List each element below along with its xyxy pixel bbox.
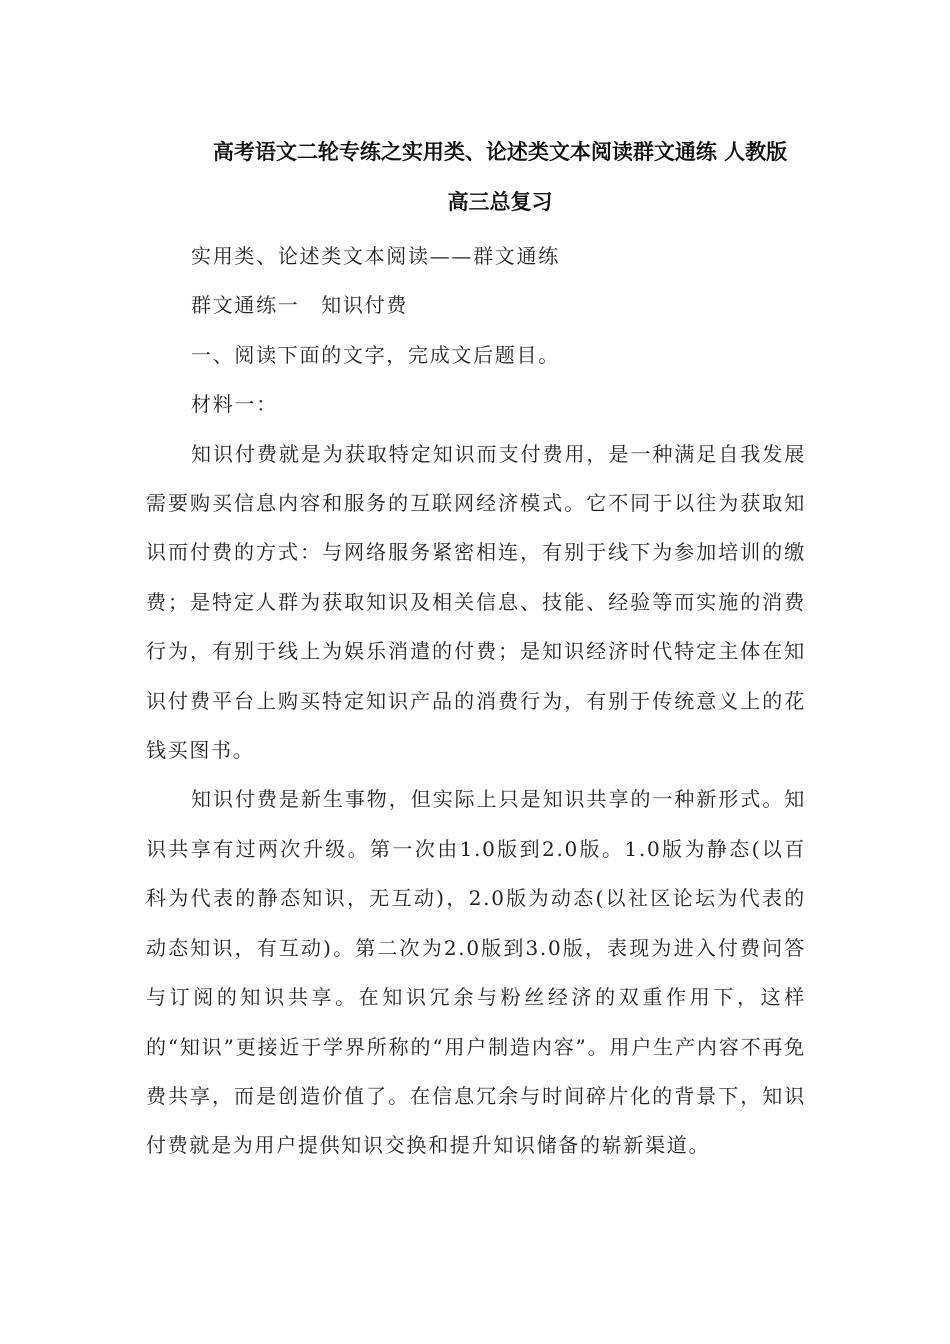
paragraph-2: 知识付费是新生事物，但实际上只是知识共享的一种新形式。知识共享有过两次升级。第一次由1.0版到2.0版。1.0版为静态(以百科为代表的静态知识，无互动)，2.0版为动态(以社区论坛为代表的动态知识，有互动)。第二次为2.0版到3.0版，表现为进入付费问答与订阅的知识共享。在知识冗余与粉丝经济的双重作用下，这样的“知识”更接近于学界所称的“用户制造内容”。用户生产内容不再免费共享，而是创造价值了。在信息冗余与时间碎片化的背景下，知识付费就是为用户提供知识交换和提升知识储备的崭新渠道。 — [146, 787, 806, 1158]
document-title-line1: 高考语文二轮专练之实用类、论述类文本阅读群文通练 人教版 — [212, 140, 788, 164]
paragraph-1: 知识付费就是为获取特定知识而支付费用，是一种满足自我发展需要购买信息内容和服务的互联网经济模式。它不同于以往为获取知识而付费的方式：与网络服务紧密相连，有别于线下为参加培训的缴费；是特定人群为获取知识及相关信息、技能、经验等而实施的消费行为，有别于线上为娱乐消遣的付费；是知识经济时代特定主体在知识付费平台上购买特定知识产品的消费行为，有别于传统意义上的花钱买图书。 — [146, 441, 806, 763]
document-body — [146, 232, 806, 1171]
section-heading: 群文通练一 知识付费 — [191, 293, 408, 318]
instruction: 一、阅读下面的文字，完成文后题目。 — [191, 342, 560, 367]
document-title-line2: 高三总复习 — [447, 190, 553, 214]
subtitle: 实用类、论述类文本阅读——群文通练 — [191, 244, 560, 268]
material-label: 材料一： — [191, 392, 278, 417]
